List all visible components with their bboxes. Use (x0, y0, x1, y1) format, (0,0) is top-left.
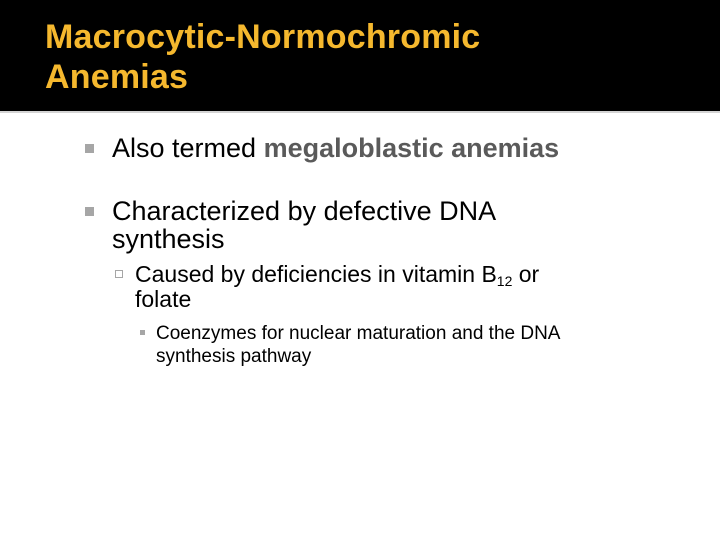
bullet-line-1: Characterized by defective DNA (112, 196, 497, 226)
slide-title-line-2: Anemias (45, 58, 189, 96)
bullet-text (112, 134, 672, 162)
bullet-line-2: synthesis pathway (156, 346, 312, 367)
bullet-line-1: Coenzymes for nuclear maturation and the DNA (156, 323, 561, 344)
sub-sub-bullet-coenzymes (140, 322, 696, 368)
square-bullet-icon (85, 207, 94, 216)
bullet-text (135, 262, 655, 312)
bullet-text (156, 322, 696, 368)
sub-bullet-deficiencies (115, 262, 655, 312)
hollow-square-bullet-icon (115, 270, 123, 278)
emphasis-term: megaloblastic anemias (263, 133, 560, 163)
subscript-12: 12 (496, 273, 513, 289)
slide-title (45, 17, 480, 97)
bullet-line-1-post: or (512, 261, 540, 287)
bullet-line-1-pre: Caused by deficiencies in vitamin B (135, 261, 497, 287)
title-divider (0, 111, 720, 113)
bullet-line-2: synthesis (112, 224, 225, 254)
bullet-defective-dna (85, 197, 672, 253)
small-square-bullet-icon (140, 330, 145, 335)
bullet-text (112, 197, 672, 253)
bullet-megaloblastic (85, 134, 672, 162)
slide-title-line-1: Macrocytic-Normochromic (45, 18, 481, 56)
square-bullet-icon (85, 144, 94, 153)
bullet-prefix: Also termed (112, 133, 264, 163)
bullet-line-2: folate (135, 286, 192, 312)
